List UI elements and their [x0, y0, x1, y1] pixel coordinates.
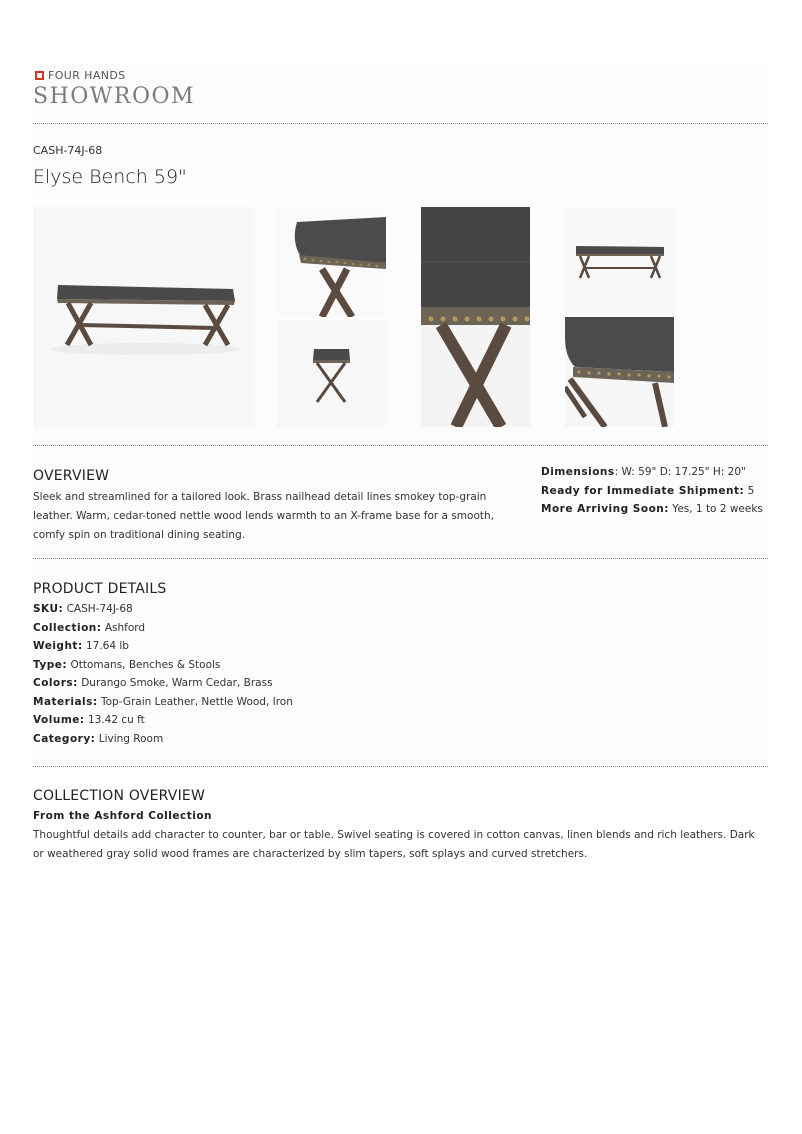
brand-square-icon	[35, 71, 44, 80]
bench-side-image	[277, 320, 386, 427]
brand-logo	[35, 69, 126, 82]
bench-front-image	[33, 207, 254, 427]
brand-name: FOUR HANDS	[48, 69, 126, 82]
product-code: CASH-74J-68	[33, 144, 103, 157]
divider	[33, 445, 768, 446]
spec-ready-shipment: Ready for Immediate Shipment: 5	[541, 484, 755, 497]
detail-category: Category: Living Room	[33, 732, 164, 745]
divider	[33, 766, 768, 767]
detail-type: Type: Ottomans, Benches & Stools	[33, 658, 221, 671]
detail-weight: Weight: 17.64 lb	[33, 640, 129, 652]
detail-volume: Volume: 13.42 cu ft	[33, 714, 145, 726]
bench-detail-corner-image	[277, 207, 386, 317]
product-details-list	[33, 600, 433, 748]
detail-materials: Materials: Top-Grain Leather, Nettle Wood, Iron	[33, 695, 293, 708]
detail-collection: Collection: Ashford	[33, 621, 146, 634]
collection-subheading: From the Ashford Collection	[33, 810, 213, 822]
page-title: Elyse Bench 59"	[33, 166, 187, 188]
divider	[33, 558, 768, 559]
bench-leg-closeup-image	[421, 207, 530, 427]
bench-nailhead-closeup-image	[565, 317, 674, 427]
overview-text: Sleek and streamlined for a tailored look. Brass nailhead detail lines smokey top-grain leather. Warm, cedar-toned nettle wood lends warmth to an X-frame base for a smooth, comfy spin on traditional dining seating.	[33, 491, 494, 541]
bench-small-front-image	[565, 207, 674, 317]
detail-sku: SKU: CASH-74J-68	[33, 603, 133, 615]
overview-specs	[541, 463, 766, 519]
product-details-heading: PRODUCT DETAILS	[33, 581, 167, 597]
spec-dimensions: Dimensions: W: 59" D: 17.25" H: 20"	[541, 466, 746, 478]
collection-text: Thoughtful details add character to counter, bar or table. Swivel seating is covered in cotton canvas, linen blends and rich leathers. Dark or weathered gray solid wood frames are characterized by slim tapers, soft splays and curved stretchers.	[33, 829, 755, 860]
collection-heading: COLLECTION OVERVIEW	[33, 788, 205, 804]
detail-colors: Colors: Durango Smoke, Warm Cedar, Brass	[33, 677, 273, 689]
overview-heading: OVERVIEW	[33, 468, 110, 484]
spec-more-arriving: More Arriving Soon: Yes, 1 to 2 weeks	[541, 503, 763, 515]
header-title: SHOWROOM	[33, 84, 196, 109]
divider	[33, 123, 768, 124]
